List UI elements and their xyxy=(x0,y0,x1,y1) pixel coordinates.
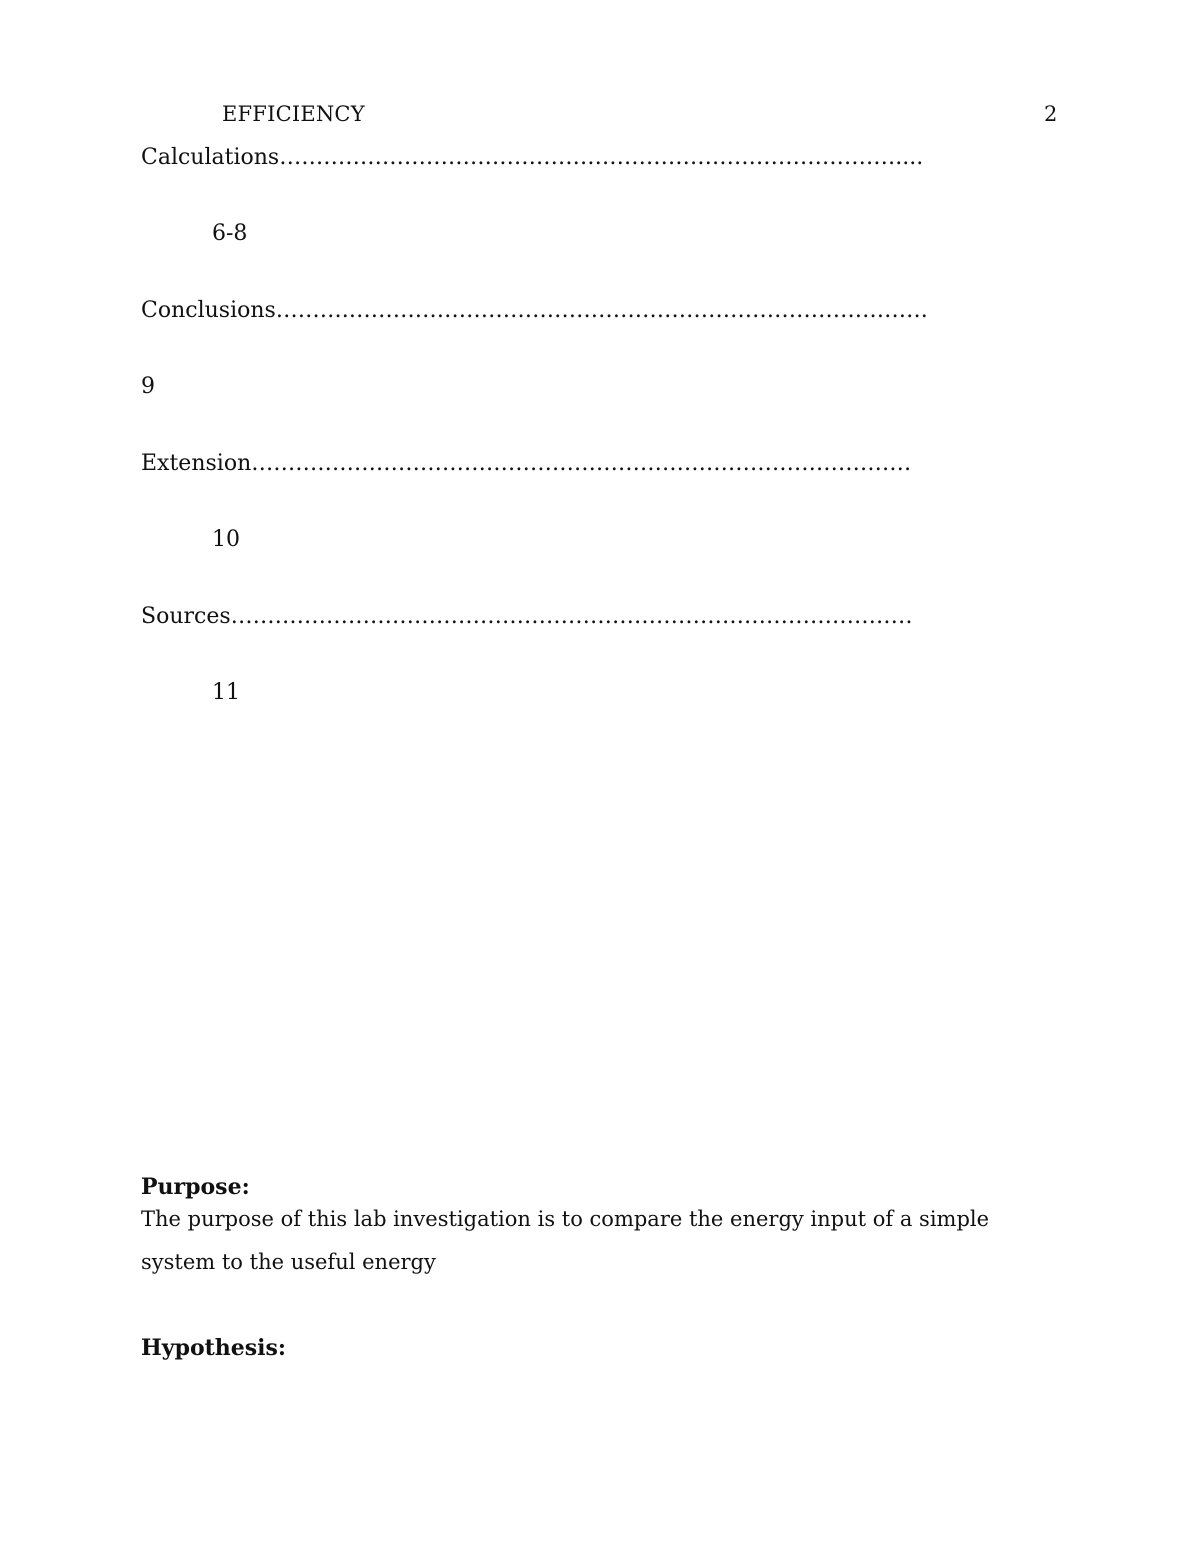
toc-entry-extension: Extension……………………………………………………………………………… xyxy=(141,451,912,476)
toc-page-sources: 11 xyxy=(212,680,240,705)
running-head: EFFICIENCY xyxy=(222,102,365,126)
toc-entry-conclusions: Conclusions……….……………………………………………………………………. xyxy=(141,298,928,323)
toc-page-calculations: 6-8 xyxy=(212,221,248,246)
toc-entry-calculations: Calculations………………………………………………………………………….... xyxy=(141,145,924,170)
page-number: 2 xyxy=(1044,102,1058,126)
purpose-heading: Purpose: xyxy=(141,1174,250,1200)
purpose-paragraph: The purpose of this lab investigation is to compare the energy input of a simple system to the useful energy xyxy=(141,1207,990,1274)
toc-entry-sources: Sources………………………………………………………………………………… xyxy=(141,604,913,629)
toc-page-conclusions: 9 xyxy=(141,374,155,399)
toc-page-extension: 10 xyxy=(212,527,240,552)
hypothesis-heading: Hypothesis: xyxy=(141,1335,287,1361)
